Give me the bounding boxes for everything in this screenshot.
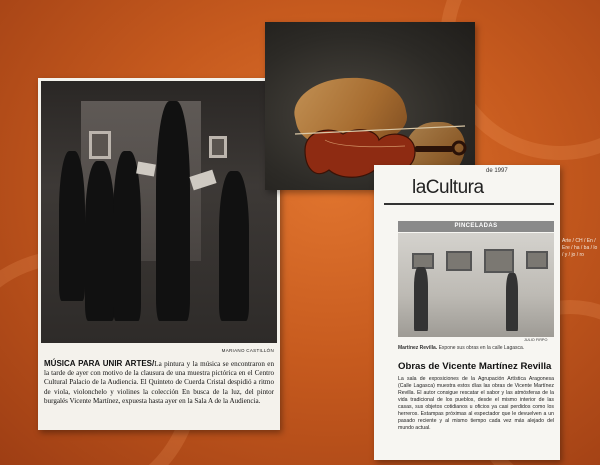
photo-caption — [44, 359, 274, 406]
article-headline: Obras de Vicente Martínez Revilla — [398, 361, 552, 372]
painting — [526, 251, 548, 269]
musician — [59, 151, 85, 301]
musician — [219, 171, 249, 321]
painting — [89, 131, 111, 159]
photo-credit: JULIO FIRPO — [524, 338, 548, 342]
painting — [209, 136, 227, 158]
musician — [113, 151, 141, 321]
column-banner: PINCELADAS — [398, 221, 554, 232]
photo-credit: MARIANO CASTILLÓN — [221, 348, 274, 353]
painting — [446, 251, 472, 271]
quintet-photo — [41, 81, 277, 343]
cropped-clipping-text: Arte / CH / En / Ere / ha / ba / lo / y / jo / ro — [562, 238, 598, 258]
painting — [484, 249, 514, 273]
photo-caption-text: Expone sus obras en la calle Lagasca. — [438, 345, 525, 351]
article-body: La sala de exposiciones de la Agrupación Artística Aragonesa (Calle Lagasca) muestra estos días las obras de Vicente Martínez Revilla. El autor consigue rescatar el sabor y las atmósferas de la vida tradicional de los pueblos, desde el mismo interior de las casas, sus objetos cotidianos u oficios ya casi perdidos como los herreros. Estampas próximas al espectador que le devuelven a un pasado reciente y al mismo tiempo cada vez más alejado del mundo actual. — [398, 376, 554, 431]
issue-date: de 1997 — [486, 168, 508, 174]
right-newspaper-clipping — [374, 165, 560, 460]
photo-caption-name: Martínez Revilla. — [398, 345, 438, 351]
photo-caption — [398, 345, 554, 351]
visitor-figure — [506, 273, 518, 331]
section-rule — [384, 203, 554, 205]
caption-body: La pintura y la música se encontraron en la tarde de ayer con motivo de la clausura de una muestra pictórica en el Centro Cultural Palacio de la Audiencia. El Quinteto de Cuerda Cristal despidió a ritmo de viola, violonchelo y violines la colección En busca de la luz, del pintor burgalés Vicente Martínez, expuesta hasta ayer en la Sala A de la Audiencia. — [44, 360, 275, 405]
musician — [156, 101, 190, 321]
exhibition-photo — [398, 233, 554, 337]
musician — [85, 161, 115, 321]
section-title: laCultura — [412, 177, 484, 198]
caption-headline: MÚSICA PARA UNIR ARTES/ — [44, 359, 155, 368]
artist-figure — [414, 267, 428, 331]
left-newspaper-clipping — [38, 78, 280, 430]
